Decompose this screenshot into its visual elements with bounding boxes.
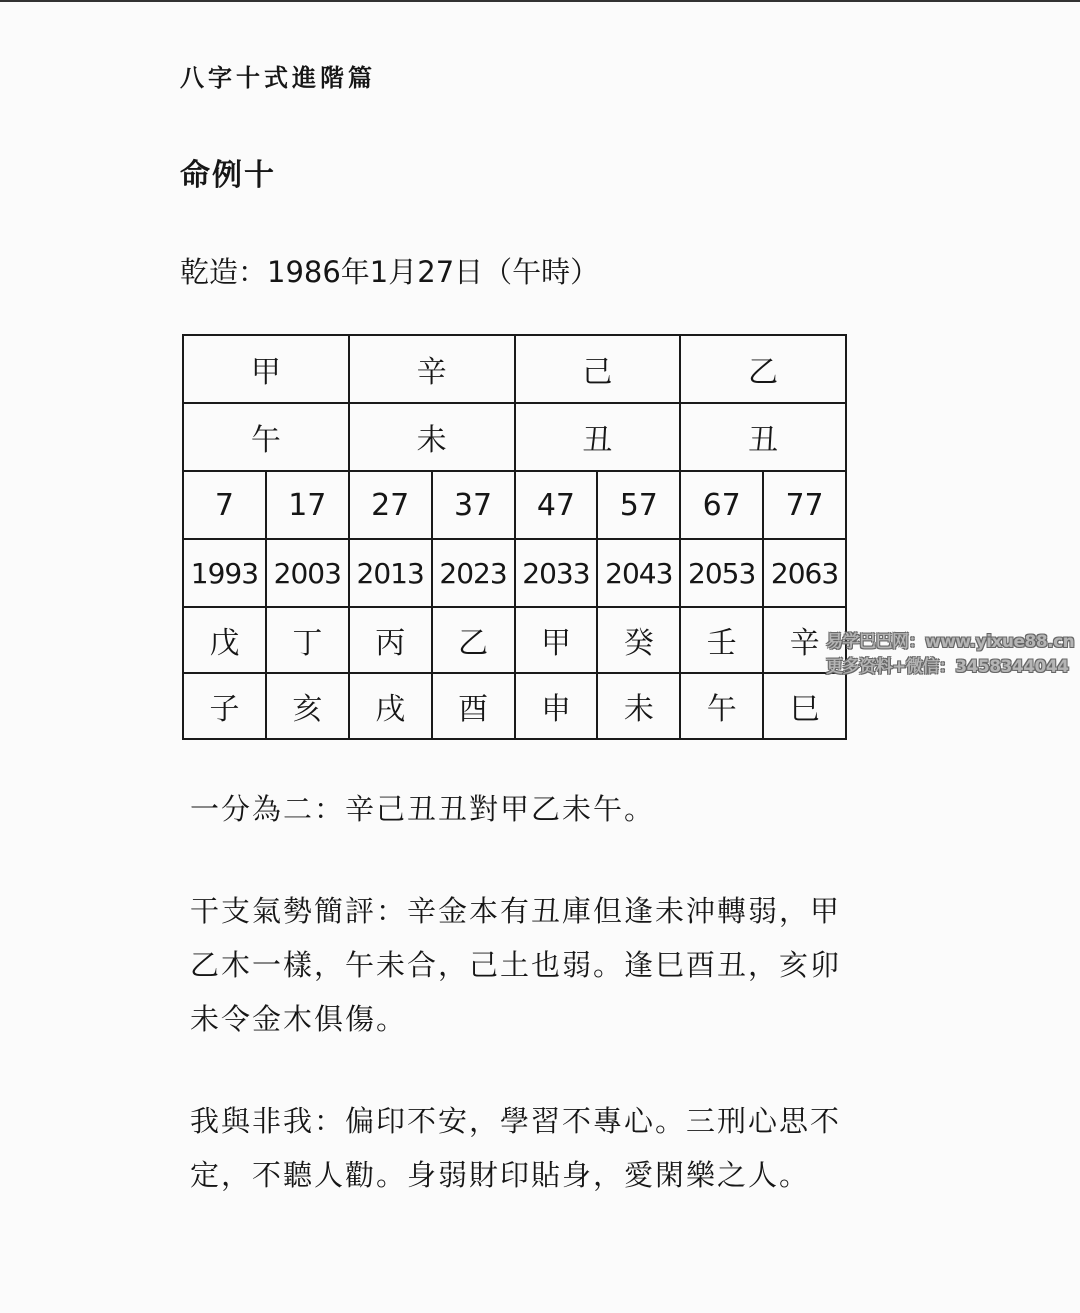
year-cell: 2003 [266,539,349,607]
luck-stem-cell: 丙 [349,607,432,673]
age-cell: 37 [432,471,515,539]
stem-cell: 辛 [349,335,515,403]
birth-info: 乾造：1986年1月27日（午時） [180,255,600,289]
year-cell: 2023 [432,539,515,607]
paragraph-split: 一分為二：辛己丑丑對甲乙未午。 [190,792,656,826]
luck-year-row [183,539,846,607]
heavenly-stems-row [183,335,846,403]
age-cell: 17 [266,471,349,539]
luck-branch-cell: 未 [597,673,680,739]
age-cell: 57 [597,471,680,539]
luck-stem-cell: 戊 [183,607,266,673]
stem-cell: 己 [515,335,681,403]
luck-branch-cell: 酉 [432,673,515,739]
bazi-chart-table [182,334,847,740]
case-title: 命例十 [180,158,276,193]
year-cell: 2053 [680,539,763,607]
luck-branch-cell: 子 [183,673,266,739]
luck-branch-cell: 巳 [763,673,846,739]
year-cell: 2013 [349,539,432,607]
stem-cell: 乙 [680,335,846,403]
paragraph-self: 我與非我：偏印不安，學習不專心。三刑心思不定，不聽人勸。身弱財印貼身，愛閑樂之人。 [190,1104,842,1192]
running-head: 八字十式進階篇 [180,63,376,92]
age-cell: 67 [680,471,763,539]
branch-cell: 午 [183,403,349,471]
age-cell: 27 [349,471,432,539]
luck-branch-cell: 亥 [266,673,349,739]
year-cell: 2043 [597,539,680,607]
year-cell: 1993 [183,539,266,607]
branch-cell: 丑 [515,403,681,471]
year-cell: 2063 [763,539,846,607]
luck-age-row [183,471,846,539]
age-cell: 7 [183,471,266,539]
luck-branch-cell: 申 [515,673,598,739]
watermark-line: 更多资料+微信：3458344044 [826,657,1069,677]
luck-branch-cell: 午 [680,673,763,739]
luck-stem-cell: 壬 [680,607,763,673]
earthly-branches-row [183,403,846,471]
luck-stem-cell: 癸 [597,607,680,673]
paragraph-evaluation: 干支氣勢簡評：辛金本有丑庫但逢未沖轉弱，甲乙木一樣，午未合，己土也弱。逢巳酉丑，亥卯未令金木俱傷。 [190,894,842,1036]
branch-cell: 未 [349,403,515,471]
luck-branch-cell: 戌 [349,673,432,739]
stem-cell: 甲 [183,335,349,403]
luck-stem-row [183,607,846,673]
age-cell: 77 [763,471,846,539]
luck-stem-cell: 乙 [432,607,515,673]
luck-branch-row [183,673,846,739]
branch-cell: 丑 [680,403,846,471]
watermark [826,630,1074,680]
luck-stem-cell: 辛 [763,607,846,673]
luck-stem-cell: 甲 [515,607,598,673]
year-cell: 2033 [515,539,598,607]
page-top-edge [0,0,1080,2]
watermark-line: 易学巴巴网：www.yixue88.cn [826,632,1075,652]
age-cell: 47 [515,471,598,539]
luck-stem-cell: 丁 [266,607,349,673]
